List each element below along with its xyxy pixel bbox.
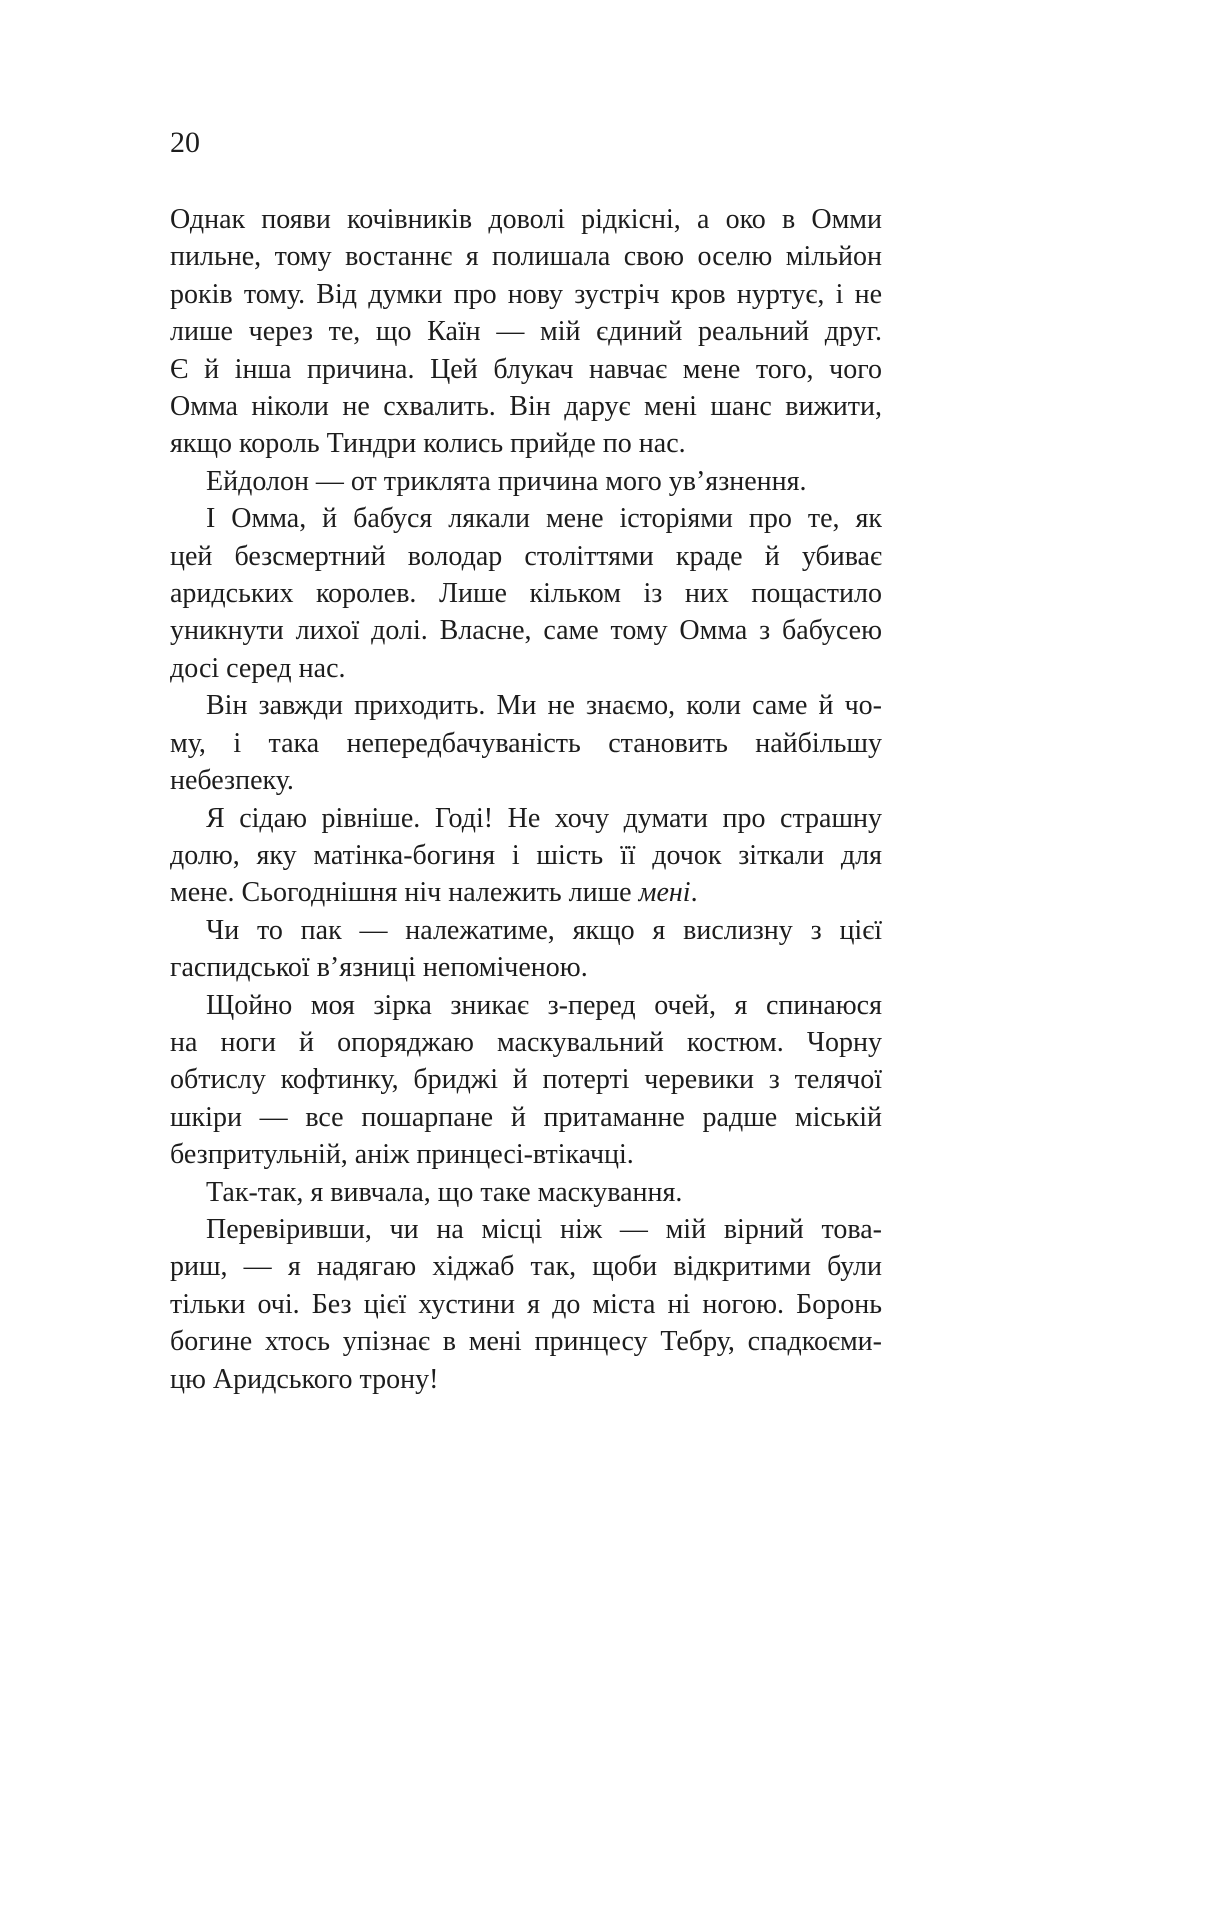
text-line: богине хтось упізнає в мені принцесу Тебру, спадкоєми- xyxy=(170,1326,882,1358)
text-line: долю, яку матінка-богиня і шість її дочок зіткали для xyxy=(170,839,882,871)
paragraph xyxy=(170,987,882,1174)
text-line: небезпеку. xyxy=(170,765,294,797)
text-line: Щойно моя зірка зникає з-перед очей, я спинаюся xyxy=(206,989,882,1021)
text-line: Ейдолон — от триклята причина мого ув’язнення. xyxy=(206,465,807,497)
text-line: Є й інша причина. Цей блукач навчає мене того, чого xyxy=(170,353,882,385)
paragraph xyxy=(170,463,882,500)
text-line: Однак появи кочівників доволі рідкісні, а око в Омми xyxy=(170,204,882,235)
text-line: цей безсмертний володар століттями краде й убиває xyxy=(170,540,882,572)
text-line: гаспидської в’язниці непоміченою. xyxy=(170,952,588,984)
text-line: уникнути лихої долі. Власне, саме тому Омма з бабусею xyxy=(170,615,882,647)
paragraph xyxy=(170,1174,882,1211)
text-line: на ноги й опоряджаю маскувальний костюм. Чорну xyxy=(170,1026,882,1058)
text-line: шкіри — все пошарпане й притаманне радше міській xyxy=(170,1101,882,1133)
text-line: якщо король Тиндри колись прийде по нас. xyxy=(170,428,686,460)
text-line: мене. Сьогоднішня ніч належить лише мені. xyxy=(170,877,698,909)
text-line: аридських королев. Лише кільком із них пощастило xyxy=(170,578,882,610)
text-block xyxy=(170,201,882,1398)
text-line: риш, — я надягаю хіджаб так, щоби відкритими були xyxy=(170,1251,882,1283)
text-line: му, і така непередбачуваність становить найбільшу xyxy=(170,727,882,759)
text-line: досі серед нас. xyxy=(170,652,346,684)
text-line: безпритульній, аніж принцесі-втікачці. xyxy=(170,1139,634,1171)
text-line: Так-так, я вивчала, що таке маскування. xyxy=(206,1176,683,1208)
text-line: лише через те, що Каїн — мій єдиний реальний друг. xyxy=(170,316,882,348)
text-line: І Омма, й бабуся лякали мене історіями про те, як xyxy=(206,503,882,535)
text-line: Чи то пак — належатиме, якщо я вислизну з цієї xyxy=(206,914,882,946)
text-line: пильне, тому востаннє я полишала свою оселю мільйон xyxy=(170,241,882,273)
text-line: років тому. Від думки про нову зустріч кров нуртує, і не xyxy=(170,278,882,310)
text-line: цю Аридського трону! xyxy=(170,1363,439,1395)
text-line: Перевіривши, чи на місці ніж — мій вірний това- xyxy=(206,1213,882,1245)
text-line: Він завжди приходить. Ми не знаємо, коли саме й чо- xyxy=(206,690,882,722)
paragraph xyxy=(170,201,882,463)
italic-text: мені xyxy=(638,877,691,909)
paragraph xyxy=(170,500,882,687)
paragraph xyxy=(170,800,882,912)
paragraph xyxy=(170,1211,882,1398)
text-line: Я сідаю рівніше. Годі! Не хочу думати про страшну xyxy=(206,802,882,834)
text-line: Омма ніколи не схвалить. Він дарує мені шанс вижити, xyxy=(170,391,882,423)
paragraph xyxy=(170,912,882,987)
page-number: 20 xyxy=(170,126,200,159)
paragraph xyxy=(170,687,882,799)
text-line: обтислу кофтинку, бриджі й потерті черевики з телячої xyxy=(170,1064,882,1096)
text-line: тільки очі. Без цієї хустини я до міста ні ногою. Боронь xyxy=(170,1288,882,1320)
